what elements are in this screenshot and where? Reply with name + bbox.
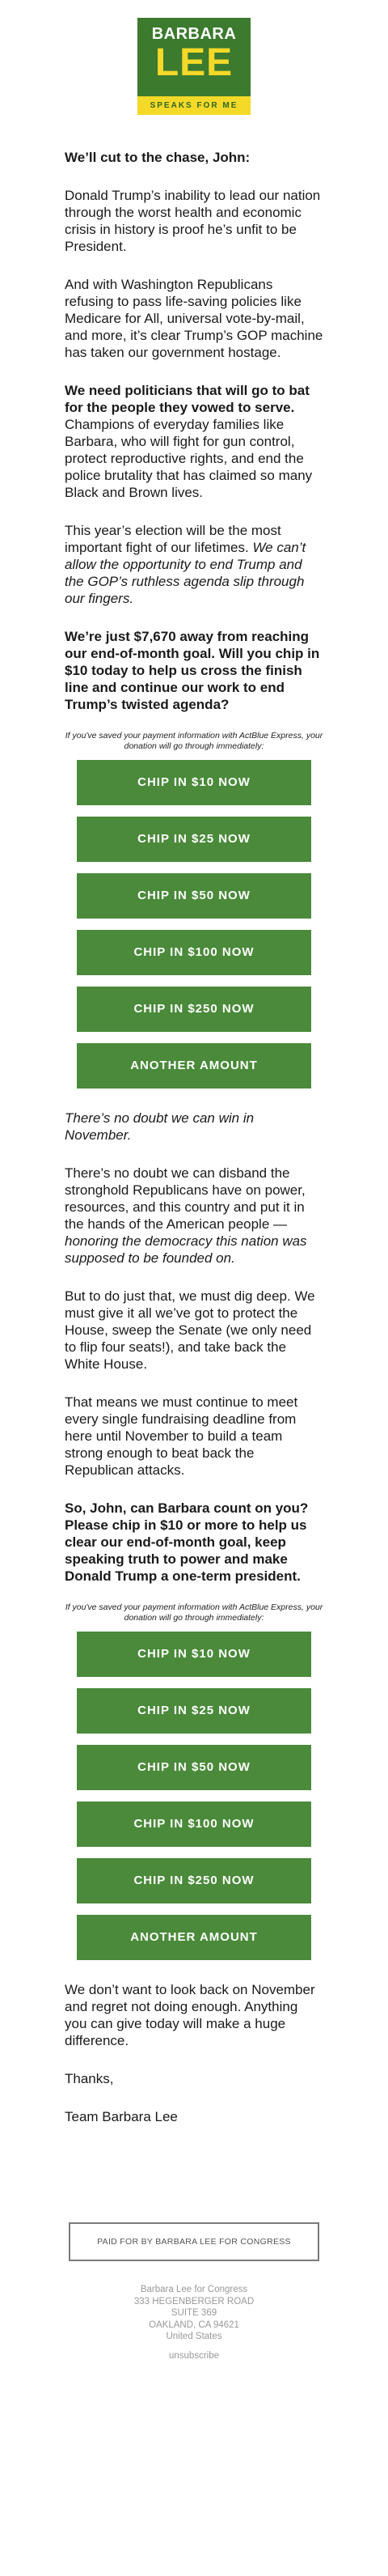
logo-name-block [137,18,251,96]
donation-buttons [77,760,311,1089]
closing-ask: So, John, can Barbara count on you? Please chip in $10 or more to help us clear our end-of-month goal, keep speaking truth to power and make Donald Trump a one-term president. [65,1500,309,1584]
paragraph-bold-lead: We need politicians that will go to bat for the people they vowed to serve. [65,383,310,415]
chip-in-10-button[interactable]: CHIP IN $10 NOW [77,1632,311,1677]
logo-tagline: SPEAKS FOR ME [137,96,251,115]
sign-off: Thanks, [65,2071,114,2086]
greeting: We’ll cut to the chase, John: [65,150,251,165]
paid-for-by-disclaimer: PAID FOR BY BARBARA LEE FOR CONGRESS [69,2222,319,2261]
paragraph [65,522,323,607]
goal-ask: We’re just $7,670 away from reaching our end-of-month goal. Will you chip in $10 today to help us cross the finish line and continue our work to end Trump’s twisted agenda? [65,629,320,712]
chip-in-50-button[interactable]: CHIP IN $50 NOW [77,1745,311,1790]
address-line: OAKLAND, CA 94621 [149,2319,239,2330]
chip-in-250-button[interactable]: CHIP IN $250 NOW [77,987,311,1032]
unsubscribe-link[interactable]: unsubscribe [168,2350,219,2361]
chip-in-10-button[interactable]: CHIP IN $10 NOW [77,760,311,805]
chip-in-25-button[interactable]: CHIP IN $25 NOW [77,817,311,862]
another-amount-button[interactable]: ANOTHER AMOUNT [77,1915,311,1960]
chip-in-250-button[interactable]: CHIP IN $250 NOW [77,1858,311,1903]
signature: Team Barbara Lee [65,2109,178,2124]
actblue-express-note: If you've saved your payment information with ActBlue Express, your donation will go through immediately: [65,1602,323,1623]
paragraph: We don’t want to look back on November and regret not doing enough. Anything you can give today will make a huge difference. [65,1982,315,2048]
paragraph: That means we must continue to meet every single fundraising deadline from here until November to build a team strong enough to beat back the Republican attacks. [65,1394,298,1478]
paragraph-italic: honoring the democracy this nation was supposed to be founded on. [65,1233,307,1266]
paragraph [65,1165,323,1267]
email-footer [69,2222,319,2361]
paragraph-text: This year’s election will be the most important fight of our lifetimes. [65,523,281,555]
address-line: 333 HEGENBERGER ROAD [133,2296,255,2307]
email-body [65,149,323,2125]
actblue-express-note: If you've saved your payment information with ActBlue Express, your donation will go through immediately: [65,731,323,751]
paragraph: And with Washington Republicans refusing to pass life-saving policies like Medicare for All, universal vote-by-mail, and more, it’s clear Trump’s GOP machine has taken our government hostage. [65,277,323,360]
paragraph-text: There’s no doubt we can disband the stronghold Republicans have on power, resources, and this country and put it in the hands of the American people — [65,1165,306,1232]
paragraph: Donald Trump’s inability to lead our nation through the worst health and economic crisis in history is proof he’s unfit to be President. [65,188,321,254]
logo-first-name: BARBARA [151,25,237,43]
paragraph-italic: We can’t allow the opportunity to end Trump and the GOP’s ruthless agenda slip through our fingers. [65,540,306,606]
chip-in-100-button[interactable]: CHIP IN $100 NOW [77,1802,311,1847]
address-line: SUITE 369 [171,2308,217,2318]
address-line: Barbara Lee for Congress [140,2285,248,2294]
chip-in-25-button[interactable]: CHIP IN $25 NOW [77,1688,311,1734]
paragraph-italic: There’s no doubt we can win in November. [65,1110,255,1143]
logo-last-name: LEE [154,41,234,84]
mailing-address [69,2284,319,2343]
chip-in-100-button[interactable]: CHIP IN $100 NOW [77,930,311,975]
another-amount-button[interactable]: ANOTHER AMOUNT [77,1043,311,1089]
paragraph [65,382,323,501]
address-line: United States [166,2332,222,2341]
barbara-lee-logo [137,18,251,115]
donation-buttons [77,1632,311,1960]
paragraph: But to do just that, we must dig deep. We must give it all we’ve got to protect the House, sweep the Senate (we only need to flip four seats!), and take back the White House. [65,1288,315,1372]
paragraph-text: Champions of everyday families like Barbara, who will fight for gun control, protect reproductive rights, and end the police brutality that has claimed so many Black and Brown lives. [65,417,313,500]
chip-in-50-button[interactable]: CHIP IN $50 NOW [77,873,311,919]
